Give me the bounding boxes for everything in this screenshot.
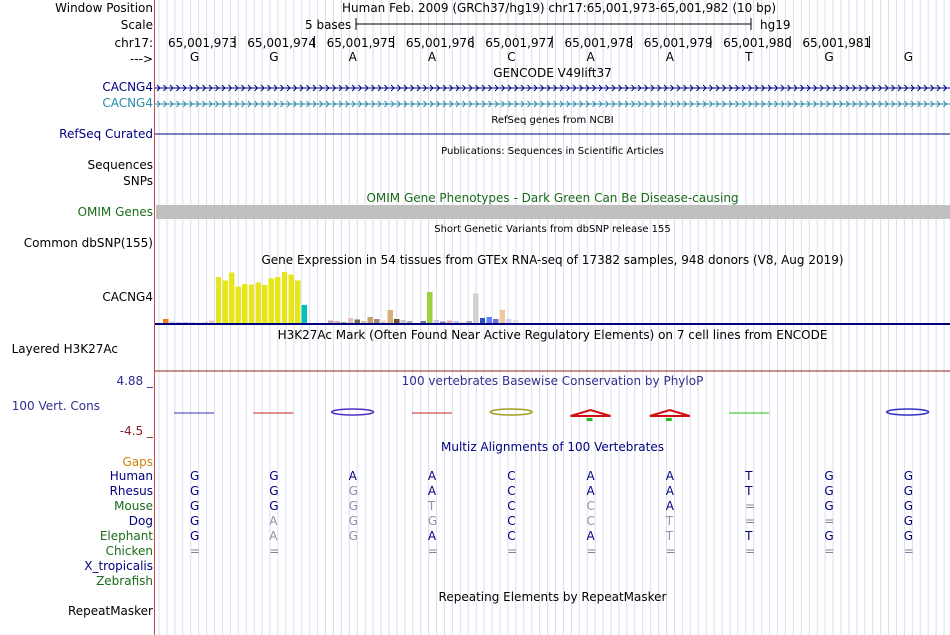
aligned-base: T <box>665 514 674 528</box>
base-letter: G <box>903 50 913 64</box>
species-label: Chicken <box>105 544 153 558</box>
phylop-glyph <box>332 409 374 415</box>
position-tick-label: 65,001,973 <box>168 36 237 50</box>
species-label: X_tropicalis <box>84 559 153 573</box>
species-label: Mouse <box>114 499 153 513</box>
aligned-base: = <box>427 544 438 558</box>
aligned-base: G <box>348 514 358 528</box>
aligned-base: G <box>190 514 200 528</box>
gencode-gene-label-1[interactable]: CACNG4 <box>102 80 153 94</box>
aligned-base: A <box>665 469 675 483</box>
phylop-glyph <box>587 418 593 421</box>
gtex-title: Gene Expression in 54 tissues from GTEx RNA-seq of 17382 samples, 948 donors (V8, Aug 2019) <box>261 253 844 267</box>
gaps-label: Gaps <box>122 455 153 469</box>
aligned-base: T <box>745 529 753 543</box>
phylop-min-label: -4.5 _ <box>119 424 153 438</box>
aligned-base: G <box>427 514 438 528</box>
aligned-base: = <box>745 514 756 528</box>
aligned-base: A <box>586 529 595 543</box>
position-tick-label: 65,001,976 <box>405 36 475 50</box>
species-label: Dog <box>128 514 153 528</box>
aligned-base: C <box>586 499 595 513</box>
dbsnp-title: Short Genetic Variants from dbSNP release 155 <box>434 224 671 235</box>
aligned-base: = <box>190 544 201 558</box>
strand-label: ---> <box>129 52 153 66</box>
aligned-base: C <box>507 529 516 543</box>
aligned-base: C <box>586 514 595 528</box>
gtex-label[interactable]: CACNG4 <box>102 290 153 304</box>
position-tick-label: 65,001,975 <box>326 36 396 50</box>
aligned-base: G <box>190 529 200 543</box>
aligned-base: G <box>824 499 834 513</box>
aligned-base: A <box>427 484 437 498</box>
species-label: Elephant <box>99 529 153 543</box>
aligned-base: = <box>745 544 756 558</box>
phylop-glyph <box>571 410 611 416</box>
aligned-base: C <box>507 484 516 498</box>
aligned-base: G <box>190 499 200 513</box>
refseq-label[interactable]: RefSeq Curated <box>59 127 153 141</box>
species-label: Zebrafish <box>96 574 153 588</box>
aligned-base: G <box>903 469 913 483</box>
base-letter: A <box>427 50 437 64</box>
gencode-gene-label-2[interactable]: CACNG4 <box>102 96 153 110</box>
pubs-label-snps[interactable]: SNPs <box>123 174 153 188</box>
aligned-base: = <box>824 514 835 528</box>
omim-phenotype-bar <box>156 205 950 219</box>
aligned-base: G <box>348 529 358 543</box>
aligned-base: = <box>824 544 835 558</box>
base-letter: T <box>745 50 753 64</box>
aligned-base: A <box>665 484 675 498</box>
aligned-base: G <box>903 484 913 498</box>
aligned-base: = <box>269 544 280 558</box>
gencode-title: GENCODE V49lift37 <box>493 66 612 80</box>
aligned-base: A <box>427 529 437 543</box>
position-tick-label: 65,001,974 <box>247 36 317 50</box>
assembly-label: hg19 <box>760 18 791 32</box>
refseq-title: RefSeq genes from NCBI <box>491 115 614 126</box>
base-letter: G <box>824 50 834 64</box>
aligned-base: T <box>745 484 753 498</box>
omim-label[interactable]: OMIM Genes <box>77 205 153 219</box>
aligned-base: G <box>348 499 358 513</box>
scale-value: 5 bases <box>305 18 352 32</box>
base-letter: A <box>586 50 595 64</box>
aligned-base: G <box>824 484 834 498</box>
aligned-base: = <box>665 544 676 558</box>
base-letter: A <box>665 50 675 64</box>
aligned-base: G <box>269 484 279 498</box>
base-letter: A <box>348 50 357 64</box>
aligned-base: = <box>507 544 518 558</box>
window-position-label: Window Position <box>55 1 153 15</box>
position-tick-label: 65,001,977 <box>485 36 554 50</box>
aligned-base: G <box>903 499 913 513</box>
aligned-base: A <box>269 514 278 528</box>
aligned-base: A <box>665 499 675 513</box>
aligned-base: G <box>269 499 279 513</box>
aligned-base: = <box>745 499 756 513</box>
phylop-title: 100 vertebrates Basewise Conservation by PhyloP <box>401 374 704 388</box>
aligned-base: A <box>586 484 595 498</box>
phylop-label[interactable]: 100 Vert. Cons <box>11 399 100 413</box>
aligned-base: G <box>190 484 200 498</box>
aligned-base: A <box>427 469 437 483</box>
position-tick-label: 65,001,978 <box>564 36 634 50</box>
omim-title: OMIM Gene Phenotypes - Dark Green Can Be Disease-causing <box>366 191 739 205</box>
phylop-glyph <box>887 409 929 415</box>
h3k27ac-title: H3K27Ac Mark (Often Found Near Active Regulatory Elements) on 7 cell lines from ENCODE <box>277 328 828 342</box>
phylop-glyph <box>490 409 532 415</box>
aligned-base: G <box>824 529 834 543</box>
base-letter: G <box>190 50 200 64</box>
pubs-label-sequences[interactable]: Sequences <box>87 158 153 172</box>
aligned-base: = <box>586 544 597 558</box>
window-position-value: Human Feb. 2009 (GRCh37/hg19) chr17:65,001,973-65,001,982 (10 bp) <box>342 1 777 15</box>
aligned-base: C <box>507 469 516 483</box>
position-tick-label: 65,001,979 <box>643 36 713 50</box>
aligned-base: G <box>903 514 913 528</box>
chrom-label: chr17: <box>114 36 153 50</box>
label-divider <box>154 0 155 635</box>
aligned-base: A <box>586 469 595 483</box>
position-tick-label: 65,001,980 <box>723 36 792 50</box>
phylop-glyph <box>666 418 672 421</box>
position-tick-label: 65,001,981 <box>802 36 872 50</box>
multiz-title: Multiz Alignments of 100 Vertebrates <box>440 440 665 454</box>
aligned-base: T <box>665 529 674 543</box>
aligned-base: G <box>348 484 358 498</box>
aligned-base: G <box>824 469 834 483</box>
aligned-base: T <box>427 499 436 513</box>
repeatmasker-title: Repeating Elements by RepeatMasker <box>438 590 667 604</box>
h3k27ac-label[interactable]: Layered H3K27Ac <box>11 342 118 356</box>
repeatmasker-label[interactable]: RepeatMasker <box>67 604 153 618</box>
scale-label: Scale <box>120 18 153 32</box>
aligned-base: C <box>507 514 516 528</box>
aligned-base: G <box>269 469 279 483</box>
aligned-base: A <box>269 529 278 543</box>
dbsnp-label[interactable]: Common dbSNP(155) <box>23 236 153 250</box>
pubs-title: Publications: Sequences in Scientific Articles <box>441 146 664 157</box>
aligned-base: T <box>745 469 753 483</box>
species-label: Rhesus <box>109 484 153 498</box>
aligned-base: G <box>903 529 913 543</box>
species-label: Human <box>109 469 153 483</box>
aligned-base: C <box>507 499 516 513</box>
aligned-base: G <box>190 469 200 483</box>
base-letter: C <box>507 50 516 64</box>
aligned-base: A <box>348 469 357 483</box>
base-letter: G <box>269 50 279 64</box>
phylop-glyph <box>650 410 690 416</box>
phylop-max-label: 4.88 _ <box>116 374 153 388</box>
aligned-base: = <box>903 544 914 558</box>
